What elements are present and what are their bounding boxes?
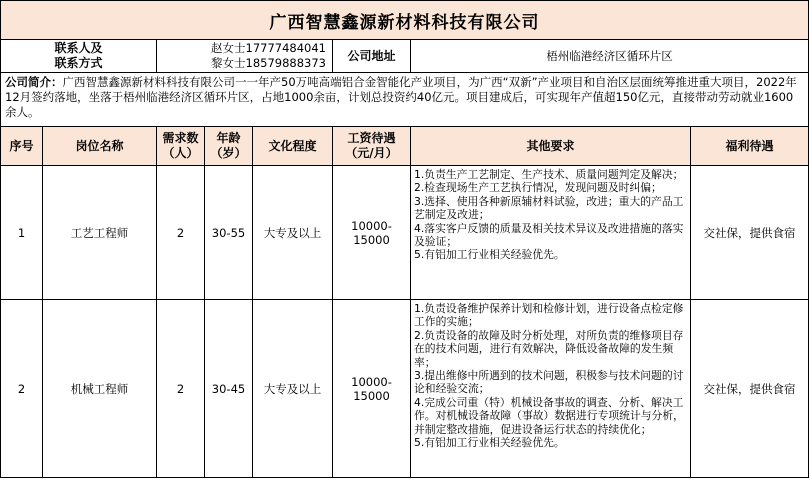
requirement-item: 1.负责生产工艺制定、生产技术、质量问题判定及解决； — [414, 168, 684, 181]
company-title: 广西智慧鑫源新材料科技有限公司 — [1, 1, 809, 40]
address-value: 梧州临港经济区循环片区 — [411, 40, 809, 73]
requirement-item: 4.完成公司重（特）机械设备事故的调查、分析、解决工作。对机械设备故障（事故）数据进行专项统计与分析，并制定整改措施，促进设备运行状态的持续优化； — [414, 395, 684, 436]
contact-line-2: 黎女士18579888373 — [211, 56, 326, 70]
job-salary: 10000-15000 — [333, 166, 411, 300]
job-salary: 10000-15000 — [333, 300, 411, 478]
company-intro — [1, 73, 809, 127]
requirement-item: 4.落实客户反馈的质量及相关技术异议及改进措施的落实及验证； — [414, 221, 684, 249]
job-no: 1 — [1, 166, 43, 300]
job-age: 30-55 — [205, 166, 253, 300]
table-row — [1, 166, 809, 300]
header-education: 文化程度 — [253, 127, 333, 166]
job-position: 机械工程师 — [43, 300, 157, 478]
header-other: 其他要求 — [411, 127, 691, 166]
requirement-item: 3.选择、使用各种新原辅材料试验，改进；重大的产品工艺制定及改进； — [414, 194, 684, 222]
contact-label: 联系人及 联系方式 — [1, 40, 157, 73]
job-count: 2 — [157, 300, 205, 478]
address-label: 公司地址 — [333, 40, 411, 73]
requirement-item: 2.负责设备的故障及时分析处理，对所负责的维修项目存在的技术问题，进行有效解决，降低设备故障的发生频率； — [414, 328, 684, 369]
contact-phones — [157, 40, 333, 73]
header-position: 岗位名称 — [43, 127, 157, 166]
job-education: 大专及以上 — [253, 166, 333, 300]
job-requirements — [411, 166, 691, 300]
header-welfare: 福利待遇 — [691, 127, 809, 166]
header-no: 序号 — [1, 127, 43, 166]
job-education: 大专及以上 — [253, 300, 333, 478]
job-requirements — [411, 300, 691, 478]
job-no: 2 — [1, 300, 43, 478]
requirement-item: 2.检查现场生产工艺执行情况，发现问题及时纠偏； — [414, 181, 662, 195]
job-position: 工艺工程师 — [43, 166, 157, 300]
job-count: 2 — [157, 166, 205, 300]
job-welfare: 交社保，提供食宿 — [691, 166, 809, 300]
requirement-item: 3.提出维修中所遇到的技术问题，积极参与技术问题的讨论和经验交流； — [414, 369, 684, 396]
header-age: 年龄 （岁） — [205, 127, 253, 166]
table-row — [1, 300, 809, 478]
requirement-item: 5.有铝加工行业相关经验优先。 — [414, 436, 565, 450]
header-count: 需求数 （人） — [157, 127, 205, 166]
contact-line-1: 赵女士17777484041 — [211, 41, 326, 55]
header-salary: 工资待遇 （元/月） — [333, 127, 411, 166]
job-age: 30-45 — [205, 300, 253, 478]
requirement-item: 1.负责设备维护保养计划和检修计划，进行设备点检定修工作的实施； — [414, 302, 684, 329]
requirement-item: 5.有铝加工行业相关经验优先。 — [414, 248, 565, 262]
intro-label: 公司简介： — [5, 75, 63, 89]
job-welfare: 交社保，提供食宿 — [691, 300, 809, 478]
intro-text: 广西智慧鑫源新材料科技有限公司一一年产50万吨高端铝合金智能化产业项目，为广西“双新”产业项目和自治区层面统筹推进重大项目，2022年12月签约落地，坐落于梧州临港经济区循环片区，占地1000余亩，计划总投资约40亿元。项目建成后，可实现年产值超150亿元，直接带动劳动就业1600余人。 — [5, 75, 797, 119]
